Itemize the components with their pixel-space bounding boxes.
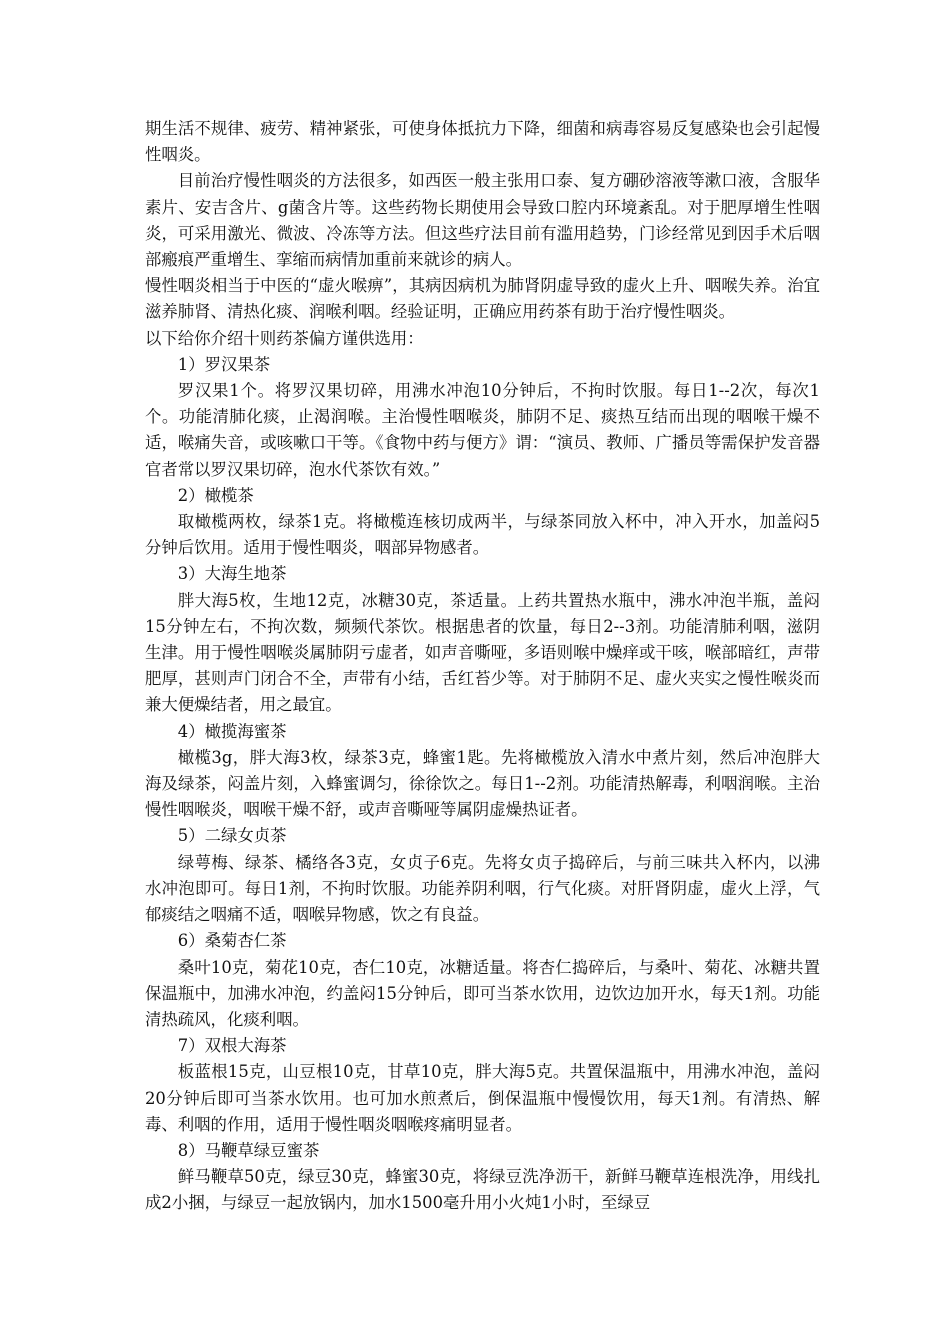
recipe-heading-4: 4）橄揽海蜜茶 [177,721,287,741]
recipe-body-6: 桑叶10克，菊花10克，杏仁10克，冰糖适量。将杏仁捣碎后，与桑叶、菊花、冰糖共置保温瓶中，加沸水冲泡，约盖闷15分钟后，即可当茶水饮用，边饮边加开水，每天1剂。功能清热疏风，化痰利咽。 [145,957,820,1029]
paragraph-tcm-view: 慢性咽炎相当于中医的“虚火喉痹”，其病因病机为肺肾阴虚导致的虚火上升、咽喉失养。治宜滋养肺肾、清热化痰、润喉利咽。经验证明，正确应用药茶有助于治疗慢性咽炎。 [145,276,820,322]
recipe-body-5: 绿萼梅、绿茶、橘络各3克，女贞子6克。先将女贞子捣碎后，与前三味共入杯内，以沸水冲泡即可。每日1剂，不拘时饮服。功能养阴利咽，行气化痰。对肝肾阴虚，虚火上浮，气郁痰结之咽痛不适，咽喉异物感，饮之有良益。 [145,852,820,925]
paragraph-intro-cause: 期生活不规律、疲劳、精神紧张，可使身体抵抗力下降，细菌和病毒容易反复感染也会引起慢性咽炎。 [145,119,820,165]
recipe-body-1: 罗汉果1个。将罗汉果切碎，用沸水冲泡10分钟后，不拘时饮服。每日1--2次，每次1个。功能清肺化痰，止渴润喉。主治慢性咽喉炎，肺阴不足、痰热互结而出现的咽喉干燥不适，喉痛失音，或咳嗽口干等。《食物中药与便方》谓：“演员、教师、广播员等需保护发音器官者常以罗汉果切碎，泡水代茶饮有效。” [145,381,820,479]
document-page [145,116,820,1217]
recipe-heading-7: 7）双根大海茶 [177,1036,287,1056]
recipe-heading-8: 8）马鞭草绿豆蜜茶 [177,1140,320,1160]
recipe-body-3: 胖大海5枚，生地12克，冰糖30克，茶适量。上药共置热水瓶中，沸水冲泡半瓶，盖闷15分钟左右，不拘次数，频频代茶饮。根据患者的饮量，每日2--3剂。功能清肺利咽，滋阴生津。用于慢性咽喉炎属肺阴亏虚者，如声音嘶哑，多语则喉中燥痒或干咳，喉部暗红，声带肥厚，甚则声门闭合不全，声带有小结，舌红苔少等。对于肺阴不足、虚火夹实之慢性喉炎而兼大便燥结者，用之最宜。 [145,590,820,715]
recipe-heading-5: 5）二绿女贞茶 [177,826,287,846]
recipe-body-4: 橄榄3g，胖大海3枚，绿茶3克，蜂蜜1匙。先将橄榄放入清水中煮片刻，然后冲泡胖大海及绿茶，闷盖片刻，入蜂蜜调匀，徐徐饮之。每日1--2剂。功能清热解毒，利咽润喉。主治慢性咽喉炎，咽喉干燥不舒，或声音嘶哑等属阴虚燥热证者。 [145,747,820,820]
recipe-heading-6: 6）桑菊杏仁茶 [177,931,287,951]
paragraph-recipes-intro: 以下给你介绍十则药茶偏方谨供选用： [145,328,424,348]
paragraph-western-treatment: 目前治疗慢性咽炎的方法很多，如西医一般主张用口泰、复方硼砂溶液等漱口液，含服华素片、安吉含片、g菌含片等。这些药物长期使用会导致口腔内环境紊乱。对于肥厚增生性咽炎，可采用激光、微波、冷冻等方法。但这些疗法目前有滥用趋势，门诊经常见到因手术后咽部瘢痕严重增生、挛缩而病情加重前来就诊的病人。 [145,171,820,270]
recipe-heading-3: 3）大海生地茶 [177,564,287,584]
recipe-body-7: 板蓝根15克，山豆根10克，甘草10克，胖大海5克。共置保温瓶中，用沸水冲泡，盖闷20分钟后即可当茶水饮用。也可加水煎煮后，倒保温瓶中慢慢饮用，每天1剂。有清热、解毒、利咽的作用，适用于慢性咽炎咽喉疼痛明显者。 [145,1062,820,1134]
recipe-heading-2: 2）橄榄茶 [177,485,254,505]
recipe-body-8: 鲜马鞭草50克，绿豆30克，蜂蜜30克，将绿豆洗净沥干，新鲜马鞭草连根洗净，用线扎成2小捆，与绿豆一起放锅内，加水1500毫升用小火炖1小时，至绿豆 [145,1167,820,1213]
recipe-heading-1: 1）罗汉果茶 [177,354,271,374]
recipe-body-2: 取橄榄两枚，绿茶1克。将橄榄连核切成两半，与绿茶同放入杯中，冲入开水，加盖闷5分钟后饮用。适用于慢性咽炎，咽部异物感者。 [145,512,820,558]
